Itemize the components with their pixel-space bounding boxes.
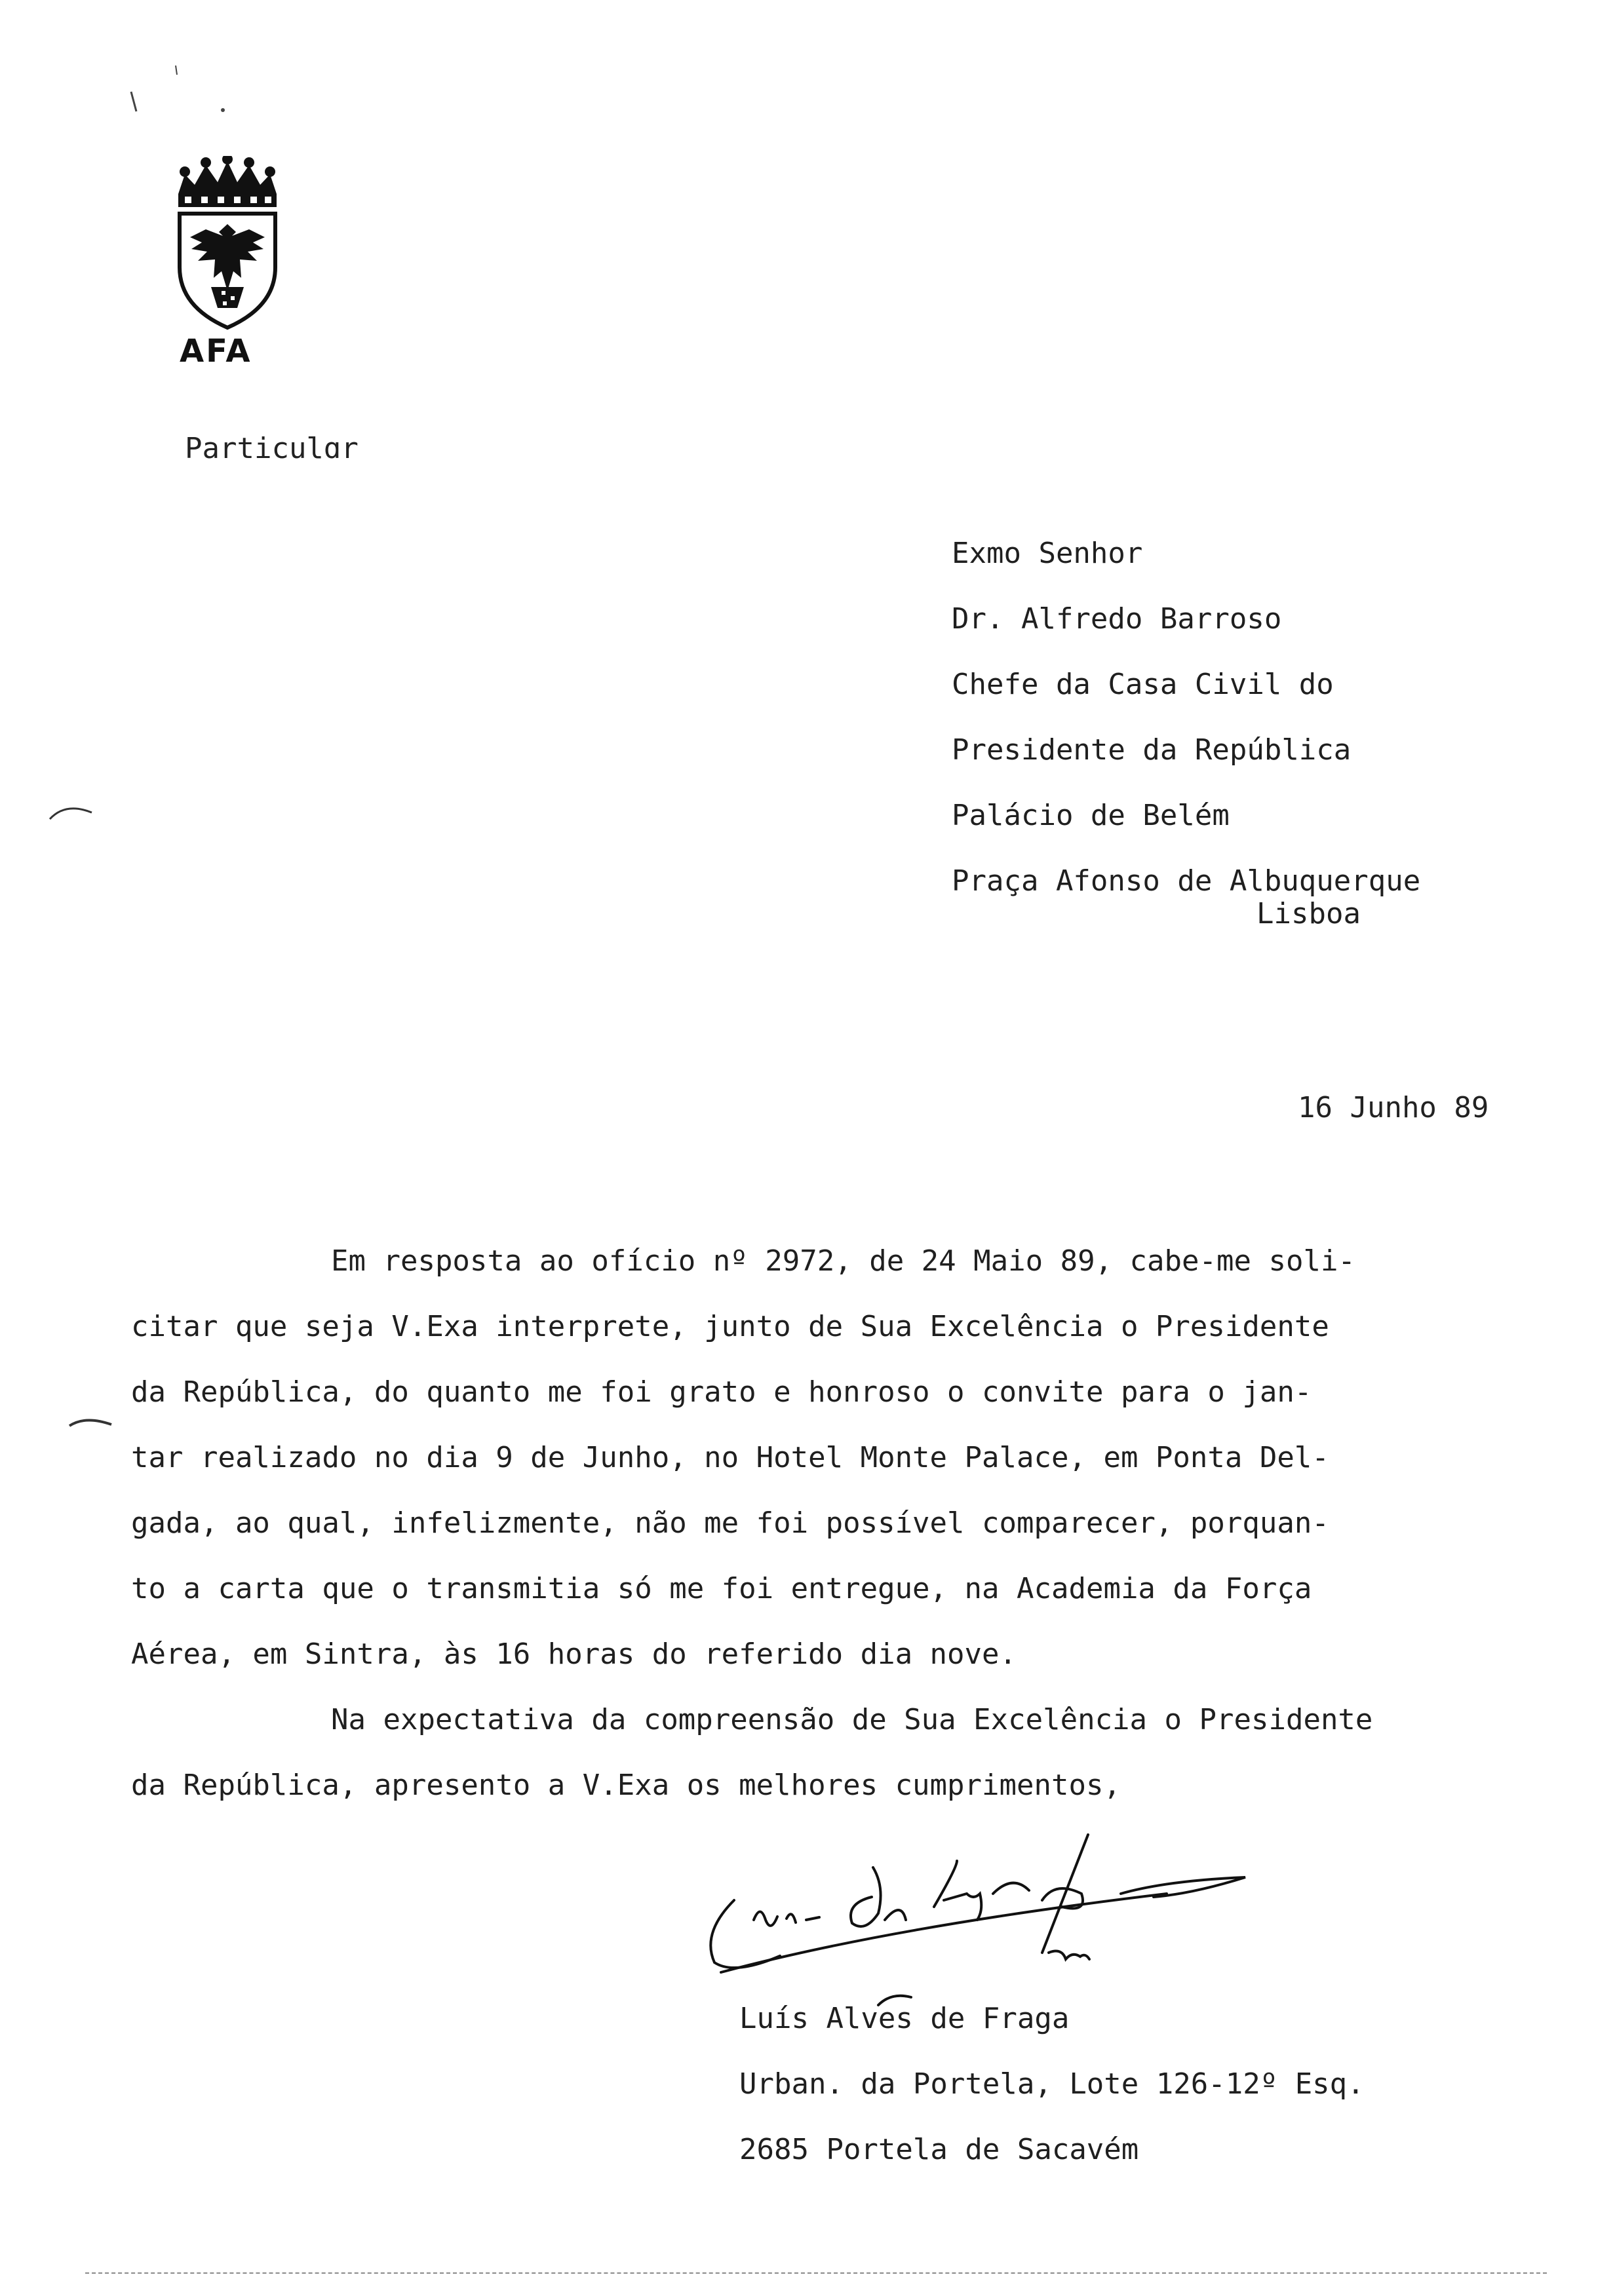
- body-line: Aérea, em Sintra, às 16 horas do referido dia nove.: [131, 1637, 1017, 1671]
- recipient-line: Exmo Senhor: [952, 537, 1143, 570]
- body-line: da República, apresento a V.Exa os melhores cumprimentos,: [131, 1769, 1121, 1802]
- recipient-line: Palácio de Belém: [952, 799, 1230, 832]
- body-line: Na expectativa da compreensão de Sua Excelência o Presidente: [331, 1703, 1373, 1736]
- recipient-line: Chefe da Casa Civil do: [952, 668, 1334, 701]
- body-line: Em resposta ao ofício nº 2972, de 24 Maio 89, cabe-me soli-: [331, 1244, 1355, 1278]
- sender-name: Luís Alves de Fraga: [739, 2002, 1070, 2035]
- sender-block: [739, 2002, 1526, 2199]
- sender-postal: 2685 Portela de Sacavém: [739, 2133, 1139, 2166]
- confidentiality-marking: Particulɑr: [185, 432, 359, 465]
- handwritten-signature-icon: [695, 1822, 1258, 2025]
- org-acronym: AFA: [180, 333, 252, 370]
- recipient-line: Presidente da República: [952, 733, 1352, 767]
- letter-date: 16 Junho 89: [1298, 1091, 1489, 1124]
- recipient-address-block: [952, 537, 1542, 963]
- recipient-city: Lisboa: [1256, 897, 1361, 930]
- recipient-line: Praça Afonso de Albuquerque: [952, 864, 1421, 898]
- recipient-line: Dr. Alfredo Barroso: [952, 602, 1282, 636]
- body-line: to a carta que o transmitia só me foi entregue, na Academia da Força: [131, 1572, 1312, 1605]
- scan-mark: [125, 66, 229, 118]
- margin-mark: [46, 799, 98, 826]
- coat-of-arms-icon: [165, 156, 290, 333]
- body-line: gada, ao qual, infelizmente, não me foi possível comparecer, porquan-: [131, 1506, 1329, 1540]
- sender-address: Urban. da Portela, Lote 126-12º Esq.: [739, 2067, 1365, 2101]
- letter-body: [131, 1245, 1540, 1835]
- body-line: tar realizado no dia 9 de Junho, no Hotel Monte Palace, em Ponta Del-: [131, 1441, 1329, 1474]
- margin-mark: [66, 1409, 118, 1435]
- body-line: citar que seja V.Exa interprete, junto de Sua Excelência o Presidente: [131, 1310, 1329, 1343]
- page-edge-rule: [85, 2272, 1547, 2274]
- body-line: da República, do quanto me foi grato e honroso o convite para o jan-: [131, 1375, 1312, 1409]
